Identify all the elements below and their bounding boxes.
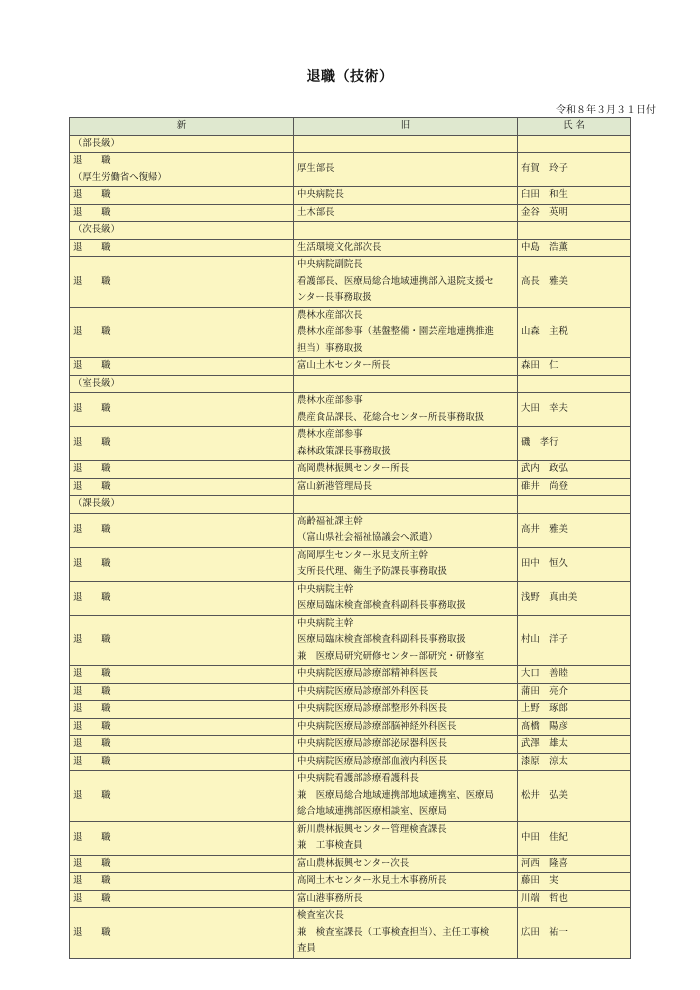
new-position-cell: [70, 204, 294, 222]
section-empty-cell: [294, 375, 518, 393]
table-row: [70, 890, 631, 908]
old-position-line: 農林水産部次長: [297, 309, 363, 321]
old-position-line: 厚生部長: [297, 163, 335, 175]
table-row: [70, 239, 631, 257]
old-position-cell: [294, 718, 518, 736]
new-position-cell: [70, 736, 294, 754]
old-position-cell: [294, 461, 518, 479]
section-empty-cell: [518, 135, 631, 153]
new-position-line: 退 職: [73, 875, 111, 886]
section-row: [70, 375, 631, 393]
section-row: [70, 496, 631, 514]
new-position-cell: [70, 478, 294, 496]
old-position-line: 中央病院副院長: [297, 259, 363, 270]
new-position-line: 退 職: [73, 892, 111, 904]
section-empty-cell: [518, 496, 631, 514]
new-position-line: 退 職: [73, 326, 111, 337]
person-name: 髙橋 陽彦: [518, 718, 631, 736]
old-position-line: 医療局臨床検査部検査科副科長事務取扱: [297, 634, 466, 645]
old-position-line: 看護部長、医療局総合地域連携部入退院支援セ: [297, 275, 494, 287]
old-position-line: 総合地域連携部医療相談室、医療局: [297, 806, 448, 817]
new-position-line: 退 職: [73, 857, 111, 869]
old-position-line: 担当）事務取扱: [297, 342, 363, 354]
old-position-line: ンター長事務取扱: [297, 292, 372, 303]
old-position-cell: [294, 153, 518, 187]
new-position-line: 退 職: [73, 720, 111, 732]
table-row: [70, 358, 631, 376]
old-position-cell: [294, 701, 518, 719]
new-position-cell: [70, 153, 294, 187]
old-position-line: 中央病院医療局診療部血液内科医長: [297, 755, 448, 767]
new-position-cell: [70, 890, 294, 908]
new-position-cell: [70, 187, 294, 205]
table-row: [70, 153, 631, 187]
person-name: 藤田 実: [518, 873, 631, 891]
old-position-cell: [294, 427, 518, 461]
old-position-line: 高齢福祉課主幹: [297, 515, 363, 527]
old-position-cell: [294, 307, 518, 358]
old-position-line: 農林水産部参事（基盤整備・園芸産地連携推進: [297, 326, 494, 337]
new-position-line: 退 職: [73, 831, 111, 843]
table-row: [70, 615, 631, 666]
old-position-line: 兼 工事検査員: [297, 840, 363, 851]
table-row: [70, 307, 631, 358]
table-row: [70, 855, 631, 873]
old-position-cell: [294, 547, 518, 581]
old-position-cell: [294, 257, 518, 308]
new-position-cell: [70, 701, 294, 719]
new-position-cell: [70, 666, 294, 684]
new-position-cell: [70, 461, 294, 479]
old-position-line: 中央病院医療局診療部外科医長: [297, 685, 429, 697]
old-position-cell: [294, 736, 518, 754]
new-position-line: 退 職: [73, 360, 111, 371]
person-name: 高井 雅美: [518, 513, 631, 547]
person-name: 磯 孝行: [518, 427, 631, 461]
table-row: [70, 204, 631, 222]
old-position-line: 農産食品課長、花総合センター所長事務取扱: [297, 411, 485, 423]
table-body: [70, 135, 631, 958]
new-position-line: （厚生労働省へ復帰）: [73, 171, 167, 183]
person-name: 漆原 涼太: [518, 753, 631, 771]
table-row: [70, 581, 631, 615]
old-position-cell: [294, 855, 518, 873]
table-row: [70, 718, 631, 736]
old-position-line: 査員: [297, 943, 316, 954]
old-position-line: （富山県社会福祉協議会へ派遣）: [297, 532, 438, 543]
old-position-cell: [294, 666, 518, 684]
section-label: （課長級）: [70, 496, 294, 514]
new-position-line: 退 職: [73, 634, 111, 645]
old-position-cell: [294, 821, 518, 855]
table-row: [70, 908, 631, 959]
old-position-cell: [294, 908, 518, 959]
person-name: 金谷 英明: [518, 204, 631, 222]
new-position-cell: [70, 358, 294, 376]
old-position-cell: [294, 581, 518, 615]
old-position-cell: [294, 239, 518, 257]
person-name: 村山 洋子: [518, 615, 631, 666]
old-position-line: 中央病院長: [297, 189, 344, 200]
old-position-line: 富山港事務所長: [297, 892, 363, 904]
old-position-cell: [294, 478, 518, 496]
new-position-line: 退 職: [73, 437, 111, 449]
person-name: 河西 隆喜: [518, 855, 631, 873]
person-name: 有賀 玲子: [518, 153, 631, 187]
old-position-line: 中央病院医療局診療部精神科医長: [297, 668, 438, 679]
new-position-cell: [70, 718, 294, 736]
table-row: [70, 821, 631, 855]
table-row: [70, 753, 631, 771]
person-name: 高長 雅美: [518, 257, 631, 308]
old-position-line: 兼 医療局研究研修センター部研究・研修室: [297, 650, 485, 662]
section-label: （部長級）: [70, 135, 294, 153]
person-name: 武澤 雄太: [518, 736, 631, 754]
person-name: 武内 政弘: [518, 461, 631, 479]
table-row: [70, 701, 631, 719]
new-position-line: 退 職: [73, 755, 111, 767]
new-position-cell: [70, 393, 294, 427]
old-position-line: 土木部長: [297, 206, 335, 218]
new-position-cell: [70, 257, 294, 308]
section-empty-cell: [294, 496, 518, 514]
old-position-line: 高岡土木センター氷見土木事務所長: [297, 875, 447, 886]
person-name: 松井 弘美: [518, 771, 631, 822]
old-position-line: 中央病院医療局診療部脳神経外科医長: [297, 720, 457, 732]
old-position-line: 支所長代理、衛生予防課長事務取扱: [297, 566, 448, 577]
person-name: 浅野 真由美: [518, 581, 631, 615]
table-row: [70, 683, 631, 701]
new-position-line: 退 職: [73, 155, 111, 166]
personnel-table: [69, 117, 631, 959]
document-title: 退職（技術）: [306, 69, 394, 85]
old-position-line: 中央病院主幹: [297, 617, 354, 629]
table-header-row: [70, 118, 631, 136]
person-name: 広田 祐一: [518, 908, 631, 959]
new-position-cell: [70, 615, 294, 666]
new-position-cell: [70, 427, 294, 461]
person-name: 大田 幸夫: [518, 393, 631, 427]
old-position-cell: [294, 615, 518, 666]
old-position-line: 検査室次長: [297, 910, 344, 921]
old-position-cell: [294, 873, 518, 891]
table-row: [70, 736, 631, 754]
section-empty-cell: [294, 222, 518, 240]
section-empty-cell: [518, 222, 631, 240]
old-position-cell: [294, 204, 518, 222]
old-position-cell: [294, 358, 518, 376]
table-row: [70, 427, 631, 461]
table-row: [70, 513, 631, 547]
old-position-line: 富山土木センター所長: [297, 360, 391, 371]
table-row: [70, 666, 631, 684]
new-position-cell: [70, 873, 294, 891]
new-position-cell: [70, 307, 294, 358]
new-position-cell: [70, 908, 294, 959]
person-name: 蒲田 亮介: [518, 683, 631, 701]
old-position-cell: [294, 771, 518, 822]
new-position-cell: [70, 547, 294, 581]
old-position-cell: [294, 393, 518, 427]
person-name: 上野 琢郎: [518, 701, 631, 719]
old-position-line: 高岡農林振興センター所長: [297, 463, 410, 474]
section-empty-cell: [294, 135, 518, 153]
person-name: 中田 佳紀: [518, 821, 631, 855]
old-position-line: 新川農林振興センター管理検査課長: [297, 823, 447, 835]
new-position-line: 退 職: [73, 789, 111, 801]
new-position-line: 退 職: [73, 703, 111, 714]
new-position-line: 退 職: [73, 206, 111, 218]
column-header-name: 氏 名: [518, 118, 631, 136]
column-header-old: 旧: [294, 118, 518, 136]
new-position-line: 退 職: [73, 523, 111, 535]
person-name: 田中 恒久: [518, 547, 631, 581]
new-position-line: 退 職: [73, 926, 111, 938]
new-position-line: 退 職: [73, 557, 111, 569]
new-position-line: 退 職: [73, 591, 111, 603]
new-position-cell: [70, 683, 294, 701]
table-row: [70, 461, 631, 479]
section-row: [70, 135, 631, 153]
table-row: [70, 257, 631, 308]
old-position-cell: [294, 683, 518, 701]
old-position-line: 兼 医療局総合地域連携部地域連携室、医療局: [297, 789, 494, 801]
old-position-line: 森林政策課長事務取扱: [297, 445, 391, 457]
person-name: 臼田 和生: [518, 187, 631, 205]
section-empty-cell: [518, 375, 631, 393]
table-row: [70, 873, 631, 891]
old-position-line: 中央病院主幹: [297, 583, 354, 595]
new-position-line: 退 職: [73, 685, 111, 697]
table-row: [70, 393, 631, 427]
effective-date: 令和８年３月３１日付: [556, 105, 656, 116]
old-position-line: 高岡厚生センター氷見支所主幹: [297, 549, 428, 561]
new-position-line: 退 職: [73, 241, 111, 253]
new-position-line: 退 職: [73, 480, 111, 492]
table-row: [70, 547, 631, 581]
old-position-line: 富山新港管理局長: [297, 480, 373, 492]
old-position-cell: [294, 753, 518, 771]
new-position-cell: [70, 771, 294, 822]
new-position-line: 退 職: [73, 189, 111, 200]
new-position-cell: [70, 855, 294, 873]
old-position-line: 生活環境文化部次長: [297, 241, 382, 253]
section-label: （次長級）: [70, 222, 294, 240]
person-name: 川端 哲也: [518, 890, 631, 908]
old-position-line: 医療局臨床検査部検査科副科長事務取扱: [297, 600, 466, 611]
old-position-cell: [294, 187, 518, 205]
new-position-line: 退 職: [73, 738, 111, 749]
old-position-line: 富山農林振興センター次長: [297, 857, 410, 869]
table-row: [70, 771, 631, 822]
new-position-line: 退 職: [73, 668, 111, 679]
person-name: 碓井 尚登: [518, 478, 631, 496]
new-position-line: 退 職: [73, 275, 111, 287]
old-position-line: 中央病院看護部診療看護科長: [297, 773, 419, 784]
old-position-cell: [294, 890, 518, 908]
new-position-cell: [70, 581, 294, 615]
table-row: [70, 187, 631, 205]
old-position-line: 兼 検査室課長（工事検査担当）、主任工事検: [297, 926, 490, 938]
old-position-cell: [294, 513, 518, 547]
new-position-line: 退 職: [73, 403, 111, 415]
new-position-cell: [70, 513, 294, 547]
section-row: [70, 222, 631, 240]
column-header-new: 新: [70, 118, 294, 136]
section-label: （室長級）: [70, 375, 294, 393]
person-name: 中島 浩薫: [518, 239, 631, 257]
old-position-line: 中央病院医療局診療部整形外科医長: [297, 703, 448, 714]
old-position-line: 中央病院医療局診療部泌尿器科医長: [297, 738, 448, 749]
person-name: 森田 仁: [518, 358, 631, 376]
new-position-line: 退 職: [73, 463, 111, 474]
new-position-cell: [70, 753, 294, 771]
person-name: 山森 主税: [518, 307, 631, 358]
table-row: [70, 478, 631, 496]
old-position-line: 農林水産部参事: [297, 395, 363, 406]
new-position-cell: [70, 821, 294, 855]
old-position-line: 農林水産部参事: [297, 429, 363, 440]
person-name: 大口 善睦: [518, 666, 631, 684]
new-position-cell: [70, 239, 294, 257]
